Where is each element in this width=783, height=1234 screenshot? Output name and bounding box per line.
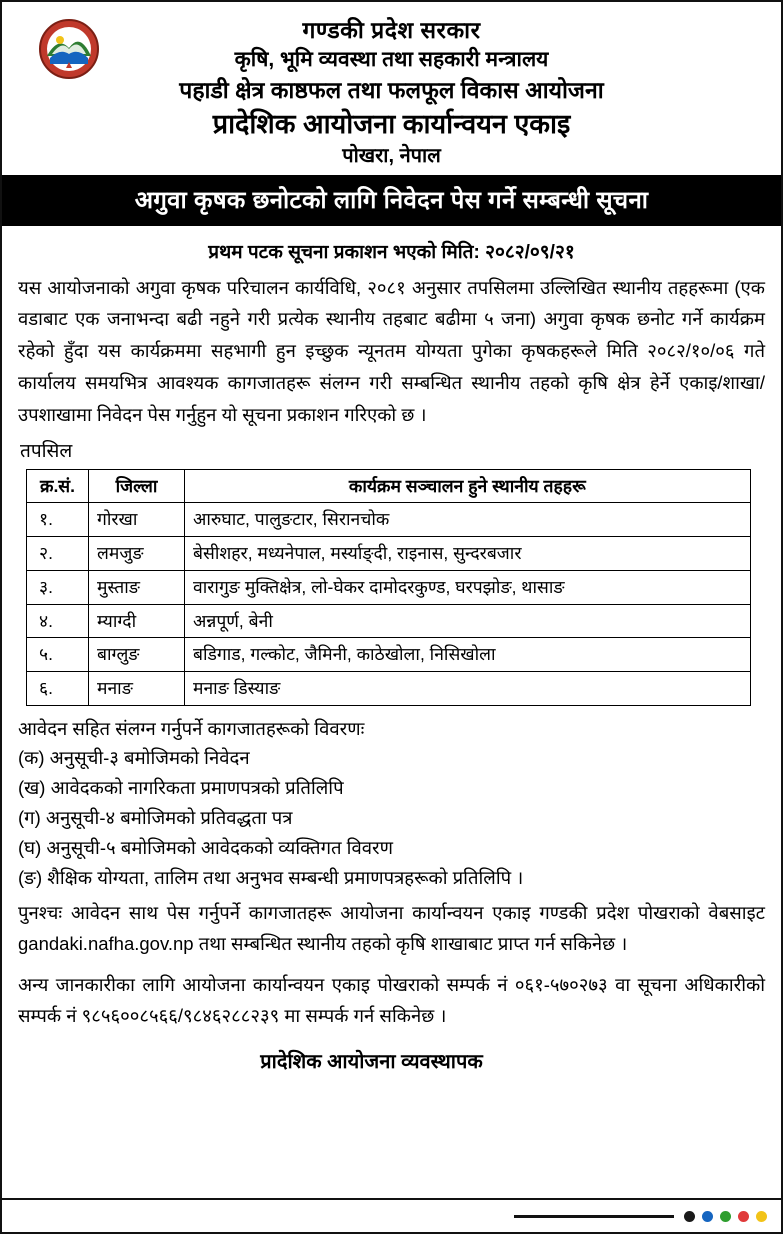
cell-locals: बेसीशहर, मध्यनेपाल, मर्स्याङ्दी, राइनास, सुन्दरबजार <box>185 537 751 571</box>
document-item: (क) अनुसूची-३ बमोजिमको निवेदन <box>18 746 250 768</box>
footer-color-dots <box>684 1211 767 1222</box>
implementation-unit-title: प्रादेशिक आयोजना कार्यान्वयन एकाइ <box>212 108 571 139</box>
document-item: (ङ) शैक्षिक योग्यता, तालिम तथा अनुभव सम्बन्धी प्रमाणपत्रहरूको प्रतिलिपि । <box>18 866 524 888</box>
cell-district: मनाङ <box>89 672 185 706</box>
document-item: (घ) अनुसूची-५ बमोजिमको आवेदकको व्यक्तिगत विवरण <box>18 836 393 858</box>
table-row <box>27 537 751 571</box>
signature-designation: प्रादेशिक आयोजना व्यवस्थापक <box>260 1050 483 1073</box>
cell-district: लमजुङ <box>89 537 185 571</box>
column-header-sn: क्र.सं. <box>27 469 89 503</box>
table-row <box>27 570 751 604</box>
government-title: गण्डकी प्रदेश सरकार <box>302 17 481 43</box>
footer-strip <box>2 1198 781 1232</box>
document-header <box>18 12 765 169</box>
color-dot-black <box>684 1211 695 1222</box>
color-dot-yellow <box>756 1211 767 1222</box>
ministry-title: कृषि, भूमि व्यवस्था तथा सहकारी मन्त्रालय <box>234 47 549 71</box>
notice-main-paragraph: यस आयोजनाको अगुवा कृषक परिचालन कार्यविधि, २०८१ अनुसार तपसिलमा उल्लिखित स्थानीय तहहरूमा (एक वडाबाट एक जनाभन्दा बढी नहुने गरी प्रत्येक स्थानीय तहबाट बढीमा ५ जना) अगुवा कृषक छनोट गर्ने कार्यक्रम रहेको हुँदा यस कार्यक्रममा सहभागी हुन इच्छुक न्यूनतम योग्यता पुगेका कृषकहरूले मिति २०८२/१०/०६ गते कार्यालय समयभित्र आवश्यक कागजातहरू संलग्न गरी सम्बन्धित स्थानीय तहको कृषि क्षेत्र हेर्ने एकाइ/शाखा/उपशाखामा निवेदन पेस गर्नुहुन यो सूचना प्रकाशन गरिएको छ । <box>18 276 765 425</box>
cell-sn: १. <box>27 503 89 537</box>
cell-district: मुस्ताङ <box>89 570 185 604</box>
tapsil-label: तपसिल <box>20 440 73 462</box>
table-row <box>27 604 751 638</box>
publication-date: प्रथम पटक सूचना प्रकाशन भएको मिति: २०८२/०९/२१ <box>208 241 575 263</box>
cell-district: बाग्लुङ <box>89 638 185 672</box>
color-dot-red <box>738 1211 749 1222</box>
contact-note: अन्य जानकारीका लागि आयोजना कार्यान्वयन एकाइ पोखराको सम्पर्क नं ०६१-५७०२७३ वा सूचना अधिकारीको सम्पर्क नं ९८५६००८५६६/९८४६२८८२३९ मा सम्पर्क गर्न सकिनेछ । <box>18 973 765 1026</box>
column-header-locals: कार्यक्रम सञ्चालन हुने स्थानीय तहहरू <box>185 469 751 503</box>
cell-sn: ६. <box>27 672 89 706</box>
table-row <box>27 638 751 672</box>
color-dot-green <box>720 1211 731 1222</box>
table-row <box>27 503 751 537</box>
cell-sn: ४. <box>27 604 89 638</box>
cell-district: गोरखा <box>89 503 185 537</box>
cell-locals: मनाङ डिस्याङ <box>185 672 751 706</box>
footer-rule <box>514 1215 674 1218</box>
cell-locals: वारागुङ मुक्तिक्षेत्र, लो-घेकर दामोदरकुण्ड, घरपझोङ, थासाङ <box>185 570 751 604</box>
cell-sn: ३. <box>27 570 89 604</box>
cell-locals: बडिगाड, गल्कोट, जैमिनी, काठेखोला, निसिखोला <box>185 638 751 672</box>
documents-intro: आवेदन सहित संलग्न गर्नुपर्ने कागजातहरूको विवरणः <box>18 717 365 739</box>
table-row <box>27 672 751 706</box>
cell-locals: आरुघाट, पालुङटार, सिरानचोक <box>185 503 751 537</box>
document-item: (ख) आवेदकको नागरिकता प्रमाणपत्रको प्रतिलिपि <box>18 776 344 798</box>
cell-locals: अन्नपूर्ण, बेनी <box>185 604 751 638</box>
notice-banner-title: अगुवा कृषक छनोटको लागि निवेदन पेस गर्ने सम्बन्धी सूचना <box>2 175 781 226</box>
cell-sn: ५. <box>27 638 89 672</box>
government-emblem-icon <box>38 18 100 80</box>
color-dot-blue <box>702 1211 713 1222</box>
project-title: पहाडी क्षेत्र काष्ठफल तथा फलफूल विकास आयोजना <box>179 77 604 103</box>
column-header-district: जिल्ला <box>89 469 185 503</box>
cell-sn: २. <box>27 537 89 571</box>
office-location: पोखरा, नेपाल <box>342 144 441 167</box>
table-header-row <box>27 469 751 503</box>
document-item: (ग) अनुसूची-४ बमोजिमको प्रतिवद्धता पत्र <box>18 806 293 828</box>
cell-district: म्याग्दी <box>89 604 185 638</box>
local-levels-table <box>26 469 751 706</box>
website-note: पुनश्चः आवेदन साथ पेस गर्नुपर्ने कागजातहरू आयोजना कार्यान्वयन एकाइ गण्डकी प्रदेश पोखराको वेबसाइट gandaki.nafha.gov.np तथा सम्बन्धित स्थानीय तहको कृषि शाखाबाट प्राप्त गर्न सकिनेछ । <box>18 901 765 954</box>
